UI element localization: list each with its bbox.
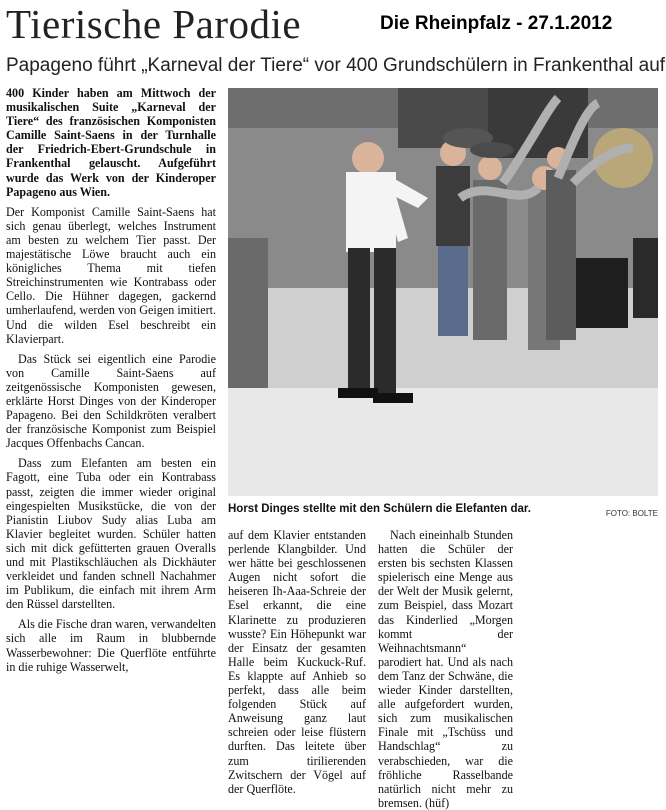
body-paragraph: Dass zum Elefanten am besten ein Fagott, eine Tuba oder ein Kontrabass passt, zeigten die immer wieder original eingespielten Musikstücke, die von der Pianistin Liubov Sudy alias Luba am Klavier begleitet wurden. Schüler hatten sich mit dick gefütterten grauen Overalls und mit Plastikschläuchen als Dickhäuter verkleidet und fanden schnell Nachahmer im Publikum, die einfach mit ihrem Arm den Rüssel darstellten. — [6, 456, 216, 612]
article-column-1 — [6, 86, 216, 674]
body-paragraph: Das Stück sei eigentlich eine Parodie von Camille Saint-Saens auf zeitgenössische Komponisten gewesen, erklärte Horst Dinges von der Kinderoper Papageno. Bei den Schildkröten veralbert der französische Komponist zum Beispiel Jacques Offenbachs Cancan. — [6, 351, 216, 451]
lead-paragraph: 400 Kinder haben am Mittwoch der musikalischen Suite „Karneval der Tiere“ des französischen Komponisten Camille Saint-Saens in der Turnhalle der Friedrich-Ebert-Grundschule in Frankenthal gelauscht. Aufgeführt wurde das Werk von der Kinderoper Papageno aus Wien. — [6, 86, 216, 199]
photo-credit: FOTO: BOLTE — [605, 509, 658, 518]
photo-caption: Horst Dinges stellte mit den Schülern die Elefanten dar. — [228, 503, 531, 515]
body-paragraph: Der Komponist Camille Saint-Saens hat sich genau überlegt, welches Instrument am besten zu welchem Tier passt. Der majestätische Löwe braucht auch ein königliches Thema mit tiefen Streichinstrumenten wie Kontrabass oder Cello. Die Hühner dagegen, gackernd umherlaufend, werden von Geigen imitiert. Und die wilden Esel beschreibt ein Klavierpart. — [6, 204, 216, 346]
article-column-2 — [228, 528, 366, 796]
source-line: Die Rheinpfalz - 27.1.2012 — [380, 13, 613, 34]
article-photo — [228, 88, 658, 496]
subheadline: Papageno führt „Karneval der Tiere“ vor 400 Grundschülern in Frankenthal auf — [6, 55, 666, 76]
body-paragraph: auf dem Klavier entstanden perlende Klangbilder. Und wer hätte bei geschlossenen Augen nicht sofort die heiseren Ih-Aaa-Schreie der Esel erkannt, die eine Klarinette zu produzieren wusste? Ein Höhepunkt war der Einsatz der gesamten Halle beim Kuckuck-Ruf. Es klappte auf Anhieb so perfekt, dass alle beim folgenden Stück auf Anweisung ganz laut schreien oder leise flüstern durften. Das leitete über zum tirilierenden Zwitschern der Vögel auf der Querflöte. — [228, 528, 366, 796]
photo-illustration — [228, 88, 658, 496]
headline: Tierische Parodie — [6, 1, 302, 47]
body-paragraph: Nach eineinhalb Stunden hatten die Schüler der ersten bis sechsten Klassen spielerisch eine Menge aus der Welt der Musik gelernt, zum Beispiel, dass Mozart das Kinderlied „Morgen kommt der Weihnachtsmann“ parodiert hat. Und als nach dem Tanz der Schwäne, die wieder Kinder darstellten, alle aufgefordert wurden, sich zum musikalischen Finale mit „Tschüss und Handschlag“ zu verabschieden, war die fröhliche Rasselbande natürlich nicht mehr zu bremsen. (hüf) — [378, 528, 513, 810]
article-column-3 — [378, 528, 513, 810]
body-paragraph: Als die Fische dran waren, verwandelten sich alle im Raum in blubbernde Wasserbewohner: Die Querflöte entführte in die ruhige Wasserwelt, — [6, 617, 216, 674]
